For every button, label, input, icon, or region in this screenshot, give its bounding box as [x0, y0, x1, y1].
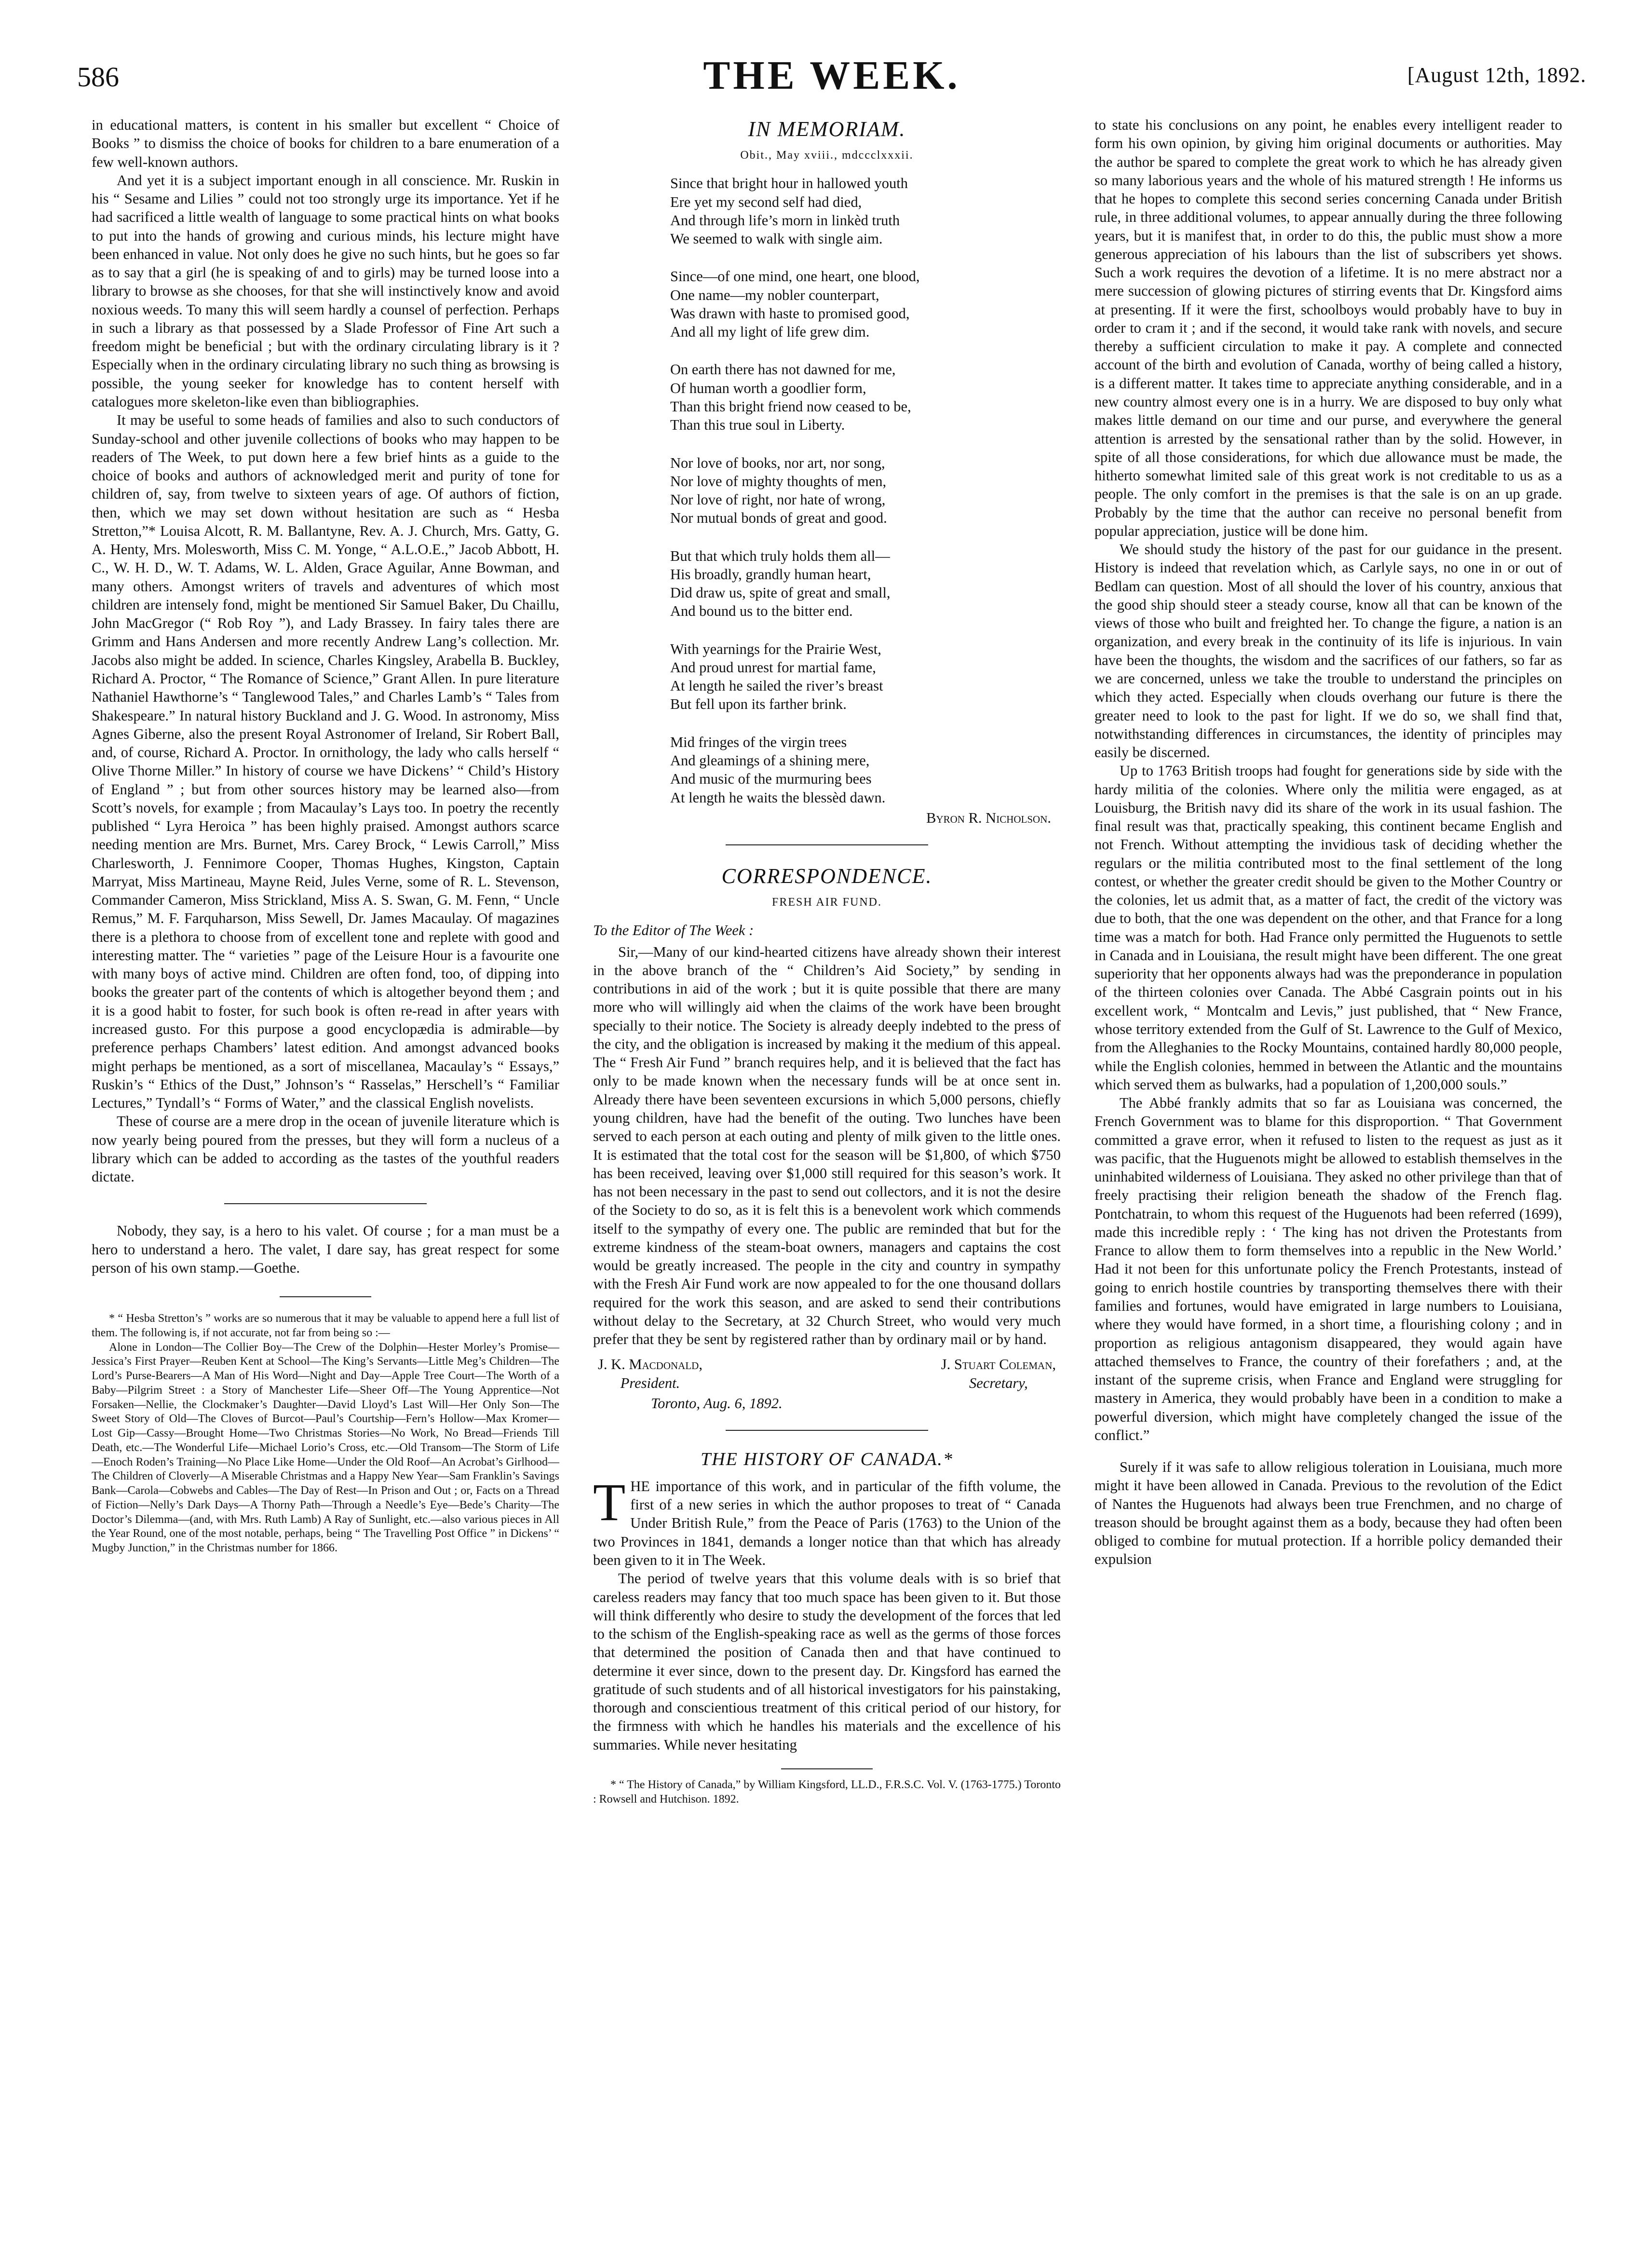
poem-stanza [670, 547, 1061, 621]
poem-line: At length he waits the blessèd dawn. [670, 789, 886, 806]
poem-line: Mid fringes of the virgin trees [670, 733, 847, 750]
paragraph-text: HE importance of this work, and in particular of the fifth volume, the first of a new series in which the author proposes to treat of “ Canada Under British Rule,” from the Peace of Paris (1763) to the Union of the two Provinces in 1841, demands a longer notice than that which has already been given to it in The Week. [593, 1478, 1061, 1569]
poem-line: Did draw us, spite of great and small, [670, 584, 891, 601]
column-left [92, 116, 559, 1556]
signer-role: President. [620, 1374, 680, 1391]
poem-line: Than this true soul in Liberty. [670, 417, 845, 434]
poem-line: And bound us to the bitter end. [670, 603, 853, 620]
poem-line: And music of the murmuring bees [670, 771, 872, 788]
poem-line: Ere yet my second self had died, [670, 193, 862, 210]
letter-signatures [593, 1355, 1061, 1392]
article-paragraph [593, 1472, 1061, 1569]
letter-salutation: To the Editor of The Week : [593, 922, 754, 939]
signer-name: J. Stuart Coleman, [941, 1356, 1056, 1373]
poem-stanza [670, 454, 1061, 528]
poem-line: Was drawn with haste to promised good, [670, 305, 910, 322]
letter-place-date: Toronto, Aug. 6, 1892. [651, 1395, 783, 1412]
memoriam-title: IN MEMORIAM. [748, 117, 906, 141]
footnote-divider [280, 1296, 371, 1297]
footnote-divider [781, 1768, 873, 1769]
masthead-title: THE WEEK. [703, 53, 960, 98]
poem-line: At length he sailed the river’s breast [670, 678, 883, 694]
drop-cap: T [593, 1472, 626, 1532]
article-paragraph: to state his conclusions on any point, he enables every intelligent reader to form his own opinion, by giving him original documents or authorities. May the author be spared to complete the great work to which he has already given so many laborious years and the whole of his matured strength ! He informs us that he hopes to complete this second series concerning Canada under British rule, in three additional volumes, to appear annually during the three following years, but it is manifest that, in order to do this, the public must show a more generous appreciation of his labours than the list of subscribers yet shows. Such a work requires the devotion of a lifetime. It is no mere abstract nor a mere succession of glowing pictures of stirring events that Dr. Kingsford aims at presenting. If it were the first, schoolboys would probably have to buy in order to cram it ; and if the second, it would take rank with novels, and secure thereby a sufficient circulation to make it pay. A complete and connected account of the birth and evolution of Canada, worthy of being called a history, is a different matter. It takes time to appreciate anything considerable, and in a new country almost every one is in a hurry. We are disposed to buy only what makes little demand on our time and our purse, and everywhere the general attention is arrested by the sensational rather than by the solid. However, in spite of all those considerations, for which due allowance must be made, the hitherto somewhat limited sale of this great work is not creditable to us as a people. The only comfort in the premises is that the sale is on an up grade. Probably by the time that the author can receive no personal benefit from popular appreciation, justice will be done him. [1094, 117, 1562, 539]
issue-date: [August 12th, 1892. [1407, 63, 1586, 87]
article-paragraph: Surely if it was safe to allow religious toleration in Louisiana, much more might it have been allowed in Canada. Previous to the revolution of the Edict of Nantes the Huguenots had always been true Frenchmen, and no charge of treason should be brought against them as a body, because they had often been obliged to combine for mutual protection. If a horrible policy demanded their expulsion [1094, 1459, 1562, 1568]
article-paragraph: And yet it is a subject important enough in all conscience. Mr. Ruskin in his “ Sesame and Lilies ” could not too strongly urge its importance. Yet if he had sacrificed a little wealth of language to some practical hints on what books to put into the hands of growing and curious minds, his lecture might have been enhanced in value. Not only does he give no such hints, but he goes so far as to say that a girl (he is speaking of and to girls) may be turned loose into a library to browse as she chooses, for that she will instinctively know and avoid noxious weeds. To many this will seem hardly a counsel of perfection. Perhaps in such a library as that possessed by a Slade Professor of Fine Art such a freedom might be beneficial ; but with the ordinary circulating library is it ? Especially when in the ordinary circulating library no such thing as browsing is possible, the young seeker for knowledge has to content herself with catalogues more skeleton-like even than bibliographies. [92, 172, 559, 410]
letter-body: Sir,—Many of our kind-hearted citizens have already shown their interest in the above branch of the “ Children’s Aid Society,” by sending in contributions in aid of the work ; but it is quite possible that there are many more who will willingly aid when the claims of the work have been brought specially to their notice. The Society is already deeply indebted to the press of the city, and the obligation is increased by making it the medium of this appeal. The “ Fresh Air Fund ” branch requires help, and it is believed that the fact has only to be made known when the necessary funds will be at once sent in. Already there have been seventeen excursions in which 5,000 persons, chiefly young children, have had the benefit of the outing. Two lunches have been served to each person at each outing and plenty of milk given to the little ones. It is estimated that the total cost for the season will be $1,800, of which $750 has been received, leaving over $1,000 still required for this season’s work. It has not been necessary in the past to send out collectors, and it is not the desire of the Society to do so, as it is felt this is a benevolent work which commends itself to the sympathy of every one. The public are reminded that but for the extreme kindness of the steam-boat owners, managers and captains the cost would be greatly increased. The people in the city and country in sympathy with the Fresh Air Fund work are now appealed to for the one thousand dollars required for the work this season, and are asked to send their contributions without delay to the Secretary, at 32 Church Street, who would very much prefer that they be sent by registered rather than by ordinary mail or by hand. [593, 943, 1061, 1348]
poem-line: Since that bright hour in hallowed youth [670, 175, 908, 192]
footnote: * “ The History of Canada,” by William Kingsford, LL.D., F.R.S.C. Vol. V. (1763-1775.) Toronto : Rowsell and Hutchison. 1892. [593, 1778, 1061, 1806]
poem-line: And proud unrest for martial fame, [670, 659, 876, 676]
article-paragraph: Up to 1763 British troops had fought for generations side by side with the hardy militia of the colonies. Where only the militia were engaged, as at Louisburg, the British navy did its share of the work in its usual fashion. The final result was that, practically speaking, this continent became English and not French. Without attempting the invidious task of deciding whether the regulars or the militia contributed most to the final settlement of the long contest, or whether the greater credit should be given to the Mother Country or the colonies, let us admit that, as a matter of fact, the credit of the victory was due to both, that the one was dependent on the other, and that France for a long time was a match for both. Had France only permitted the Huguenots to settle in Canada and in Louisiana, the result might have been different. The one great superiority that her opponents always had was the preponderance in population of the thirteen colonies over Canada. The Abbé Casgrain points out in his excellent work, “ Montcalm and Levis,” just published, that “ New France, whose territory extended from the Gulf of St. Lawrence to the Gulf of Mexico, from the Alleghanies to the Rocky Mountains, contained hardly 80,000 people, while the English colonies, hemmed in between the Atlantic and the mountains which served them as bulwarks, had a population of 1,200,000 souls.” [1094, 762, 1562, 1093]
poem-line: His broadly, grandly human heart, [670, 566, 871, 583]
poem-line: Than this bright friend now ceased to be, [670, 398, 911, 415]
article-paragraph: in educational matters, is content in his smaller but excellent “ Choice of Books ” to dismiss the choice of books for children to a bare enumeration of a few well-known authors. [92, 117, 559, 170]
poem-line: Nor love of books, nor art, nor song, [670, 454, 885, 471]
memoriam-poem [593, 174, 1061, 806]
section-divider [726, 1430, 928, 1431]
signer-name: J. K. Macdonald, [598, 1356, 702, 1373]
poem-line: Nor love of mighty thoughts of men, [670, 473, 887, 489]
poem-line: Nor love of right, nor hate of wrong, [670, 491, 886, 508]
column-middle [593, 116, 1061, 1806]
poem-line: Since—of one mind, one heart, one blood, [670, 268, 920, 285]
poem-stanza [670, 640, 1061, 714]
poem-line: We seemed to walk with single aim. [670, 231, 883, 247]
memoriam-subtitle: Obit., May xviii., mdccclxxxii. [740, 149, 914, 162]
poem-line: Of human worth a goodlier form, [670, 380, 866, 396]
poem-signature: Byron R. Nicholson. [926, 809, 1051, 826]
poem-line: And through life’s morn in linkèd truth [670, 212, 900, 229]
poem-stanza [670, 267, 1061, 341]
section-divider [726, 844, 928, 845]
poem-line: And gleamings of a shining mere, [670, 752, 870, 769]
correspondence-title: CORRESPONDENCE. [721, 864, 932, 888]
article-paragraph: It may be useful to some heads of families and also to such conductors of Sunday-school and other juvenile collections of books who may happen to be readers of The Week, to put down here a few brief hints as a guide to the choice of books and authors of acknowledged merit and purity of tone for children of, say, from twelve to sixteen years of age. Of authors of fiction, then, which we may set down without hesitation are such as “ Hesba Stretton,”* Louisa Alcott, R. M. Ballantyne, Rev. A. J. Church, Mrs. Gatty, G. A. Henty, Mrs. Molesworth, Miss C. M. Yonge, “ A.L.O.E.,” Jacob Abbott, H. C., W. H. D., W. T. Adams, W. L. Alden, Grace Aguilar, Anne Bowman, and many others. Amongst writers of travels and adventures of which most children are intensely fond, might be mentioned Sir Samuel Baker, Du Chaillu, John MacGregor (“ Rob Roy ”), and Lady Brassey. In fairy tales there are Grimm and Hans Andersen and more recently Andrew Lang’s collection. Mr. Jacobs also might be added. In science, Charles Kingsley, Arabella B. Buckley, Richard A. Proctor, “ The Romance of Science,” Grant Allen. In pure literature Nathaniel Hawthorne’s “ Tanglewood Tales,” and Charles Lamb’s “ Tales from Shakespeare.” In natural history Buckland and J. G. Wood. In astronomy, Miss Agnes Giberne, also the present Royal Astronomer of Ireland, Sir Robert Ball, and, of course, Richard A. Proctor. In ornithology, the lady who calls herself “ Olive Thorne Miller.” In history of course we have Dickens’ “ Child’s History of England ” ; but from other sources history may be learned also—from Scott’s novels, for example ; from Macaulay’s Lays too. In poetry the recently published “ Lyra Heroica ” has been highly praised. Amongst authors scarce needing mention are Mrs. Burnet, Mrs. Carey Brock, “ Lewis Carroll,” Miss Charlesworth, J. Fennimore Cooper, Thomas Hughes, Kingston, Captain Marryat, Miss Martineau, Mayne Reid, Jules Verne, some of R. L. Stevenson, Commander Cameron, Miss Strickland, Miss A. S. Swan, G. M. Fenn, “ Uncle Remus,” M. F. Farquharson, Miss Sewell, Dr. James Macaulay. Of magazines there is a plethora to choose from of excellent tone and replete with good and interesting matter. The “ varieties ” page of the Leisure Hour is a favourite one with many boys of active mind. Children are often fond, too, of dipping into books the greater part of the contents of which is altogether beyond them ; and it is a good habit to foster, for such book is often re-read in after years with increased gusto. For this purpose a good encyclopædia is admirable—by preference perhaps Chambers’ latest edition. And amongst advanced books might perhaps be mentioned, as a sort of miscellanea, Macaulay’s “ Essays,” Ruskin’s “ Ethics of the Dust,” Johnson’s “ Rasselas,” Herschell’s “ Familiar Lectures,” Tyndall’s “ Forms of Water,” and the classical English novelists. [92, 412, 559, 1112]
poem-line: And all my light of life grew dim. [670, 324, 870, 340]
article-paragraph: The period of twelve years that this volume deals with is so brief that careless readers may fancy that too much space has been given to it. But those will think differently who desire to study the development of the forces that led to the schism of the English-speaking race as well as the germs of those forces that determined the position of Canada then and that have continued to determine it ever since, down to the present day. Dr. Kingsford has earned the gratitude of such students and of all historical investigators for his painstaking, thorough and conscientious treatment of this critical period of our history, for the firmness with which he handles his materials and the excellence of his summaries. While never hesitating [593, 1570, 1061, 1753]
signer-president [598, 1355, 702, 1392]
poem-line: But fell upon its farther brink. [670, 696, 847, 713]
poem-stanza [670, 360, 1061, 434]
column-right [1094, 116, 1562, 1569]
section-divider [224, 1203, 427, 1204]
signer-secretary [941, 1355, 1056, 1392]
poem-line: One name—my nobler counterpart, [670, 286, 879, 303]
correspondence-subtitle: FRESH AIR FUND. [771, 896, 882, 909]
article-paragraph: We should study the history of the past for our guidance in the present. History is indeed that revelation which, as Carlyle says, no one in or out of Bedlam can question. Most of all should the lover of his country, anxious that the good ship should steer a steady course, know all that can be known of the views of those who built and freighted her. To change the figure, a nation is an organization, and every break in the continuity of its life is injurious. In vain have been the thoughts, the wisdom and the sacrifices of our fathers, so far as we are concerned, unless we take the trouble to understand the principles on which they acted. Especially when clouds overhang our future is there the greater need to look to the past for light. If we do so, we shall find that, notwithstanding differences in circumstances, the identity of principles may easily be discerned. [1094, 541, 1562, 761]
footnote-intro: * “ Hesba Stretton’s ” works are so numerous that it may be valuable to append here a full list of them. The following is, if not accurate, not far from being so :— [92, 1312, 559, 1339]
poem-line: With yearnings for the Prairie West, [670, 640, 881, 657]
footnote-list: Alone in London—The Collier Boy—The Crew of the Dolphin—Hester Morley’s Promise—Jessica’s First Prayer—Reuben Kent at School—The King’s Servants—Little Meg’s Children—The Lord’s Purse-Bearers—A Man of His Word—Night and Day—Apple Tree Court—The Worth of a Baby—Pilgrim Street : a Story of Manchester Life—Sheer Off—The Young Apprentice—Not Forsaken—Nellie, the Clockmaker’s Daughter—David Lloyd’s Last Will—Her Only Son—The Sweet Story of Old—The Cloves of Burcot—Paul’s Courtship—Fern’s Hollow—Max Kromer—Lost Gip—Cassy—Brought Home—Two Christmas Stories—No Work, No Bread—Friends Till Death, etc.—The Wonderful Life—Michael Lorio’s Cross, etc.—Old Transom—The Storm of Life—Enoch Roden’s Training—No Place Like Home—Under the Old Roof—An Acrobat’s Girlhood—The Children of Cloverly—A Miserable Christmas and a Happy New Year—Sam Franklin’s Savings Bank—Carola—Cobwebs and Cables—The Day of Rest—In Prison and Out ; or, Facts on a Thread of Fiction—Nelly’s Dark Days—A Thorny Path—Through a Needle’s Eye—Bede’s Charity—The Doctor’s Dilemma—(and, with Mrs. Ruth Lamb) A Ray of Sunlight, etc.—also various pieces in All the Year Round, one of the most notable, perhaps, being “ The Travelling Post Office ” in Dickens’ “ Mugby Junction,” in the Christmas number for 1866. [92, 1341, 559, 1555]
poem-line: On earth there has not dawned for me, [670, 361, 896, 378]
poem-stanza [670, 174, 1061, 248]
page-number: 586 [77, 61, 119, 93]
history-title: THE HISTORY OF CANADA.* [701, 1449, 953, 1470]
page-header [77, 52, 1586, 105]
poem-stanza [670, 733, 1061, 807]
poem-line: But that which truly holds them all— [670, 547, 890, 564]
poem-line: Nor mutual bonds of great and good. [670, 510, 887, 527]
article-paragraph: These of course are a mere drop in the ocean of juvenile literature which is now yearly being poured from the presses, but they will form a nucleus of a library which can be added to according as the tastes of the youthful readers dictate. [92, 1113, 559, 1185]
goethe-quote: Nobody, they say, is a hero to his valet. Of course ; for a man must be a hero to understand a hero. The valet, I dare say, has great respect for some person of his own stamp.—Goethe. [92, 1222, 559, 1276]
article-paragraph: The Abbé frankly admits that so far as Louisiana was concerned, the French Government was to blame for this disproportion. “ That Government committed a grave error, when it refused to listen to the request as just as it was pacific, that the Huguenots might be allowed to establish themselves in the uninhabited wilderness of Louisiana. They asked no other privilege than that of freely practising their religion beneath the shadow of the French flag. Pontchatrain, to whom this request of the Huguenots had been referred (1699), made this incredible reply : ‘ The king has not driven the Protestants from France to allow them to form themselves into a republic in the New World.’ Had it not been for this unfortunate policy the French Protestants, instead of going to enrich hostile countries by transporting themselves there with their families and fortunes, would have emigrated in large numbers to Louisiana, where they would have formed, in a short time, a flourishing colony ; and in proportion as religious antagonism disappeared, they would again have attached themselves to France, the country of their forefathers ; and, at the instant of the supreme crisis, when France and England were struggling for mastery in America, they would probably have been in a condition to make a powerful diversion, which might have completely changed the issue of the conflict.” [1094, 1095, 1562, 1443]
signer-role: Secretary, [969, 1374, 1028, 1391]
